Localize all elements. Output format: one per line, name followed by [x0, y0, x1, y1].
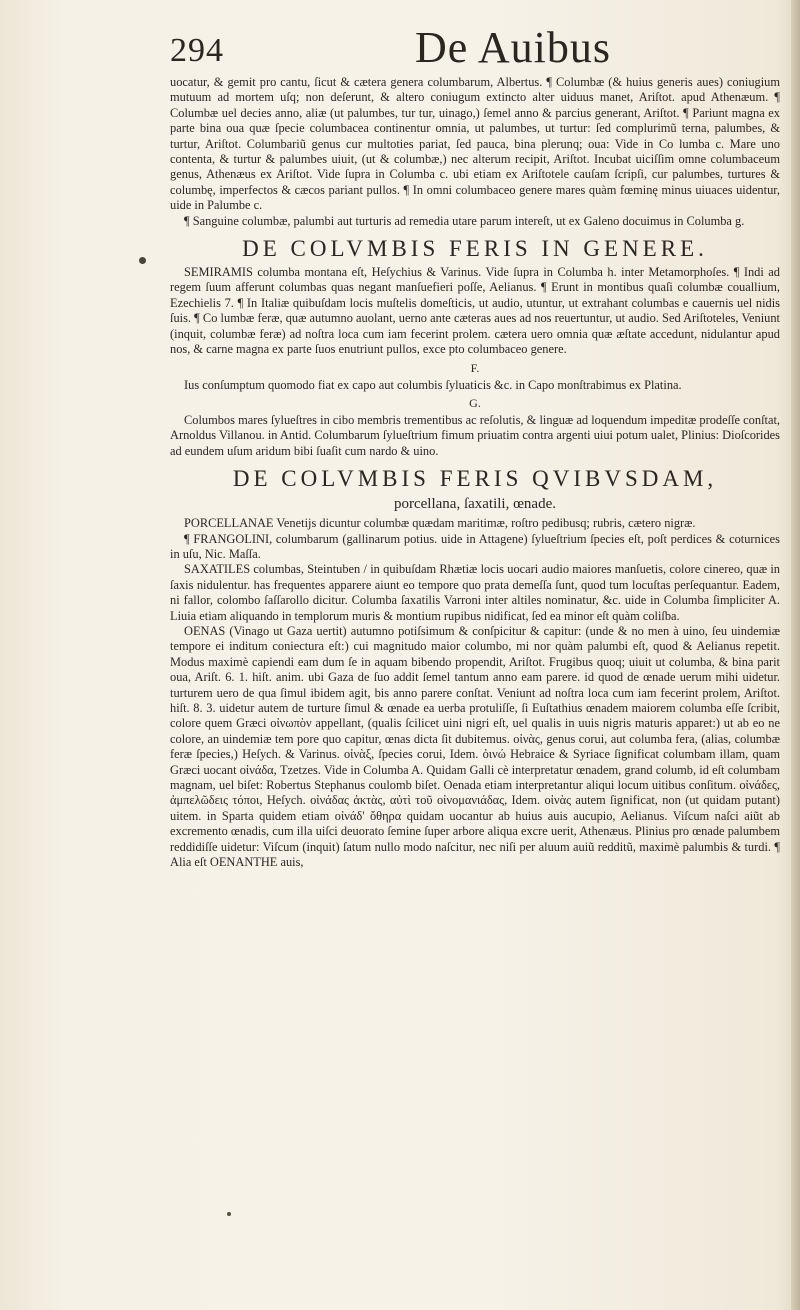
paragraph: OENAS (Vinago ut Gaza uertit) autumno potiſsimum & conſpicitur & capitur: (unde & no men à uino, ſeu uindemiæ tempore ei inditum coniectura eſt:) cui magnitudo maior columbo, mi nor quàm palumbi eſt, quod & Aelianus repetit. Modus maximè capiendi eam dum ſe in aquam bibendo propendit, Ariſtot. Frugibus quoq; uiuit ut columba, & bina parit oua, Ariſt. 6. 1. hiſt. anim. ubi Gaza de ſuo addit ſemel tantum anno eam parere. id quod de œnade uerum mihi uidetur. turturem uero de qua ſimul ibidem agit, bis anno parere conſtat. Veniunt ad noſtra loca cum iam fecerint prolem, Ariſtot. hiſt. 8. 3. uidetur autem de turture ſimul & œnade ea uerba protuliſſe, ſi Euſtathius œnadem maiorem columba eſſe ſcribit, colore quem Græci οἰνωπὸν appellant, (qualis ſcilicet uini nigri eſt, uel qualis in uuis nigris maturis apparet:) ut ab eo ne colore, an uindemiæ tem pore quo capitur, œnas dicta ſit dubitemus. οἰνὰς, genus corui, aut columba fera, (alias, columbæ feræ ſpecies,) Heſych. & Varinus. οἰνὰξ, ſpecies corui, Idem. ὀινώ Hebraice & Syriace ſignificat columbam illam, quam Græci uocant οἰνάδα, Tzetzes. Vide in Columba A. Quidam Galli cè interpretatur œnadem, grand columb, id eſt columbam magnam, uel biſet: Robertus Stephanus coulomb biſet. Oenada etiam interpretantur aliqui locum uitibus conſitum. οἰνάδες, ἀμπελῶδεις τόποι, Heſych. οἰνάδας ἀκτὰς, αὐτὶ τοῦ οἰνομανιάδας, Idem. οἰνὰς autem ſignificat, non (ut quidam putant) uitem. in Sparta quidem etiam οἰνάδ' ὄθηρα quidam uocantur ab huius auis aucupio, Aelianus. Viſcum naſci aiũt ab excremento œnadis, cum illa uiſci deuorato ſemine ſuper arbore aliqua excre uerit, Athenæus. Plinius pro œnade palumbem reddidiſſe uidetur: Viſcum (inquit) ſatum nullo modo naſcitur, nec niſi per aluum auiũ redditũ, maximè palumbis & turdi. ¶ Alia eſt OENANTHE auis,	[170, 623, 780, 870]
page-number: 294	[170, 32, 224, 69]
paragraph: PORCELLANAE Venetijs dicuntur columbæ quædam maritimæ, roſtro pedibusq; rubris, cætero nigræ.	[184, 516, 696, 531]
paragraph: SEMIRAMIS columba montana eſt, Heſychius & Varinus. Vide ſupra in Columba h. inter Metamorphoſes. ¶ Indi ad regem ſuum afferunt columbas quas negant manſuefieri poſſe, Aelianus. ¶ Erunt in montibus quaſi columbæ couallium, Ezechielis 7. ¶ In Italiæ quibuſdam locis muſtelis domeſticis, ut audio, utuntur, ut extrahant columbas e cauernis uel nidis ſuis. ¶ Co lumbæ feræ, quæ autumno auolant, uerno ante cæteras aues ad nos reuertuntur, ut audio. Sed Ariſtoteles, Veniunt (inquit, columbæ feræ) ad noſtra loca cum iam fecerint prolem. cætera uero omnia quæ æſtate accedunt, nidulantur apud nos, & carne magna ex parte ſuos enutriunt pullos, exce pto columbaceo genere.	[170, 265, 780, 357]
margin-ink-dot	[139, 257, 146, 264]
body-text	[170, 75, 780, 870]
paragraph: ¶ Sanguine columbæ, palumbi aut turturis ad remedia utare parum intereſt, ut ex Galeno docuimus in Columba g.	[184, 213, 745, 228]
section-heading: DE COLVMBIS FERIS QVIBVSDAM,	[232, 466, 718, 492]
section-letter: G.	[469, 395, 481, 410]
ink-speck	[227, 1212, 231, 1216]
page-header	[170, 22, 730, 74]
paragraph: Columbos mares ſylueſtres in cibo membris trementibus ac reſolutis, & linguæ ad loquendum impeditæ prodeſſe conſtat, Arnoldus Villanou. in Antid. Columbarum ſylueſtrium fimum priuatim contra argenti uiui potum ualet, Plinius: Dioſcorides ad eundem uſum aridum bibi ſuaſit cum nardo & uino.	[170, 412, 780, 458]
running-title: De Auibus	[415, 23, 611, 72]
section-letter: F.	[470, 360, 480, 375]
paragraph: SAXATILES columbas, Steintuben / in quibuſdam Rhætiæ locis uocari audio maiores manſuetis, colore cinereo, quæ in ſaxis nidulentur. has frequentes apparere aiunt eo tempore quo prata demeſſa ſunt, quod tum locuſtas perſequantur. Eadem, ni fallor, colombo ſaſſarollo dicitur. Columba ſaxatilis Varroni inter altiles nominatur, &c. uide in Columba ſimpliciter A. Liuia etiam aliquando in templorum muris & montium rupibus nidificat, ſed ea minor eſt quàm coliſba.	[170, 562, 780, 623]
page-gutter-edge	[791, 0, 800, 1310]
paragraph: ¶ FRANGOLINI, columbarum (gallinarum potius. uide in Attagene) ſylueſtrium ſpecies eſt, poſt perdices & coturnices in uſu, Nic. Maſſa.	[170, 531, 780, 561]
section-subheading: porcellana, ſaxatili, œnade.	[393, 496, 556, 513]
section-heading: DE COLVMBIS FERIS IN GENERE.	[242, 236, 708, 262]
paragraph: Ius conſumptum quomodo fiat ex capo aut columbis ſyluaticis &c. in Capo monſtrabimus ex Platina.	[184, 377, 682, 392]
paragraph: uocatur, & gemit pro cantu, ſicut & cætera genera columbarum, Albertus. ¶ Columbæ (& huius generis aues) coniugium mutuum ad mortem uſq; non deſerunt, & altero coniugum extincto alter uiduus manet, Ariſtot. apud Athenæum. ¶ Columbæ uel decies anno, aliæ (ut palumbes, tur tur, uinago,) ſemel anno & parcius generant, Ariſtot. ¶ Pariunt magna ex parte bina oua quæ ſpecie columbacea continentur omnia, ut palumbes, ut turtur: ſed complurimũ terna, palumbes, & turtur, Ariſtot. Columbariũ genus cur multoties pariat, ſed pauca, bina plerunq; oua: Vide in Co lumba c. Mare uno contenta, & turtur & palumbes uiuit, (ut & columbæ,) nec alterum recipit, Ariſtot. Incubat uiciſſim omne columbaceum genus, Athenæus ex Ariſtot. Vide ſupra in Columba c. ubi etiam ex Ariſtotele cauſam ſcripſi, cur palumbes, turtures & columbę, imperfectos & cæcos pariant pullos. ¶ In omni columbaceo genere mares quàm fœminę minus uiuaces uidentur, uide in Palumbe c.	[170, 75, 780, 213]
